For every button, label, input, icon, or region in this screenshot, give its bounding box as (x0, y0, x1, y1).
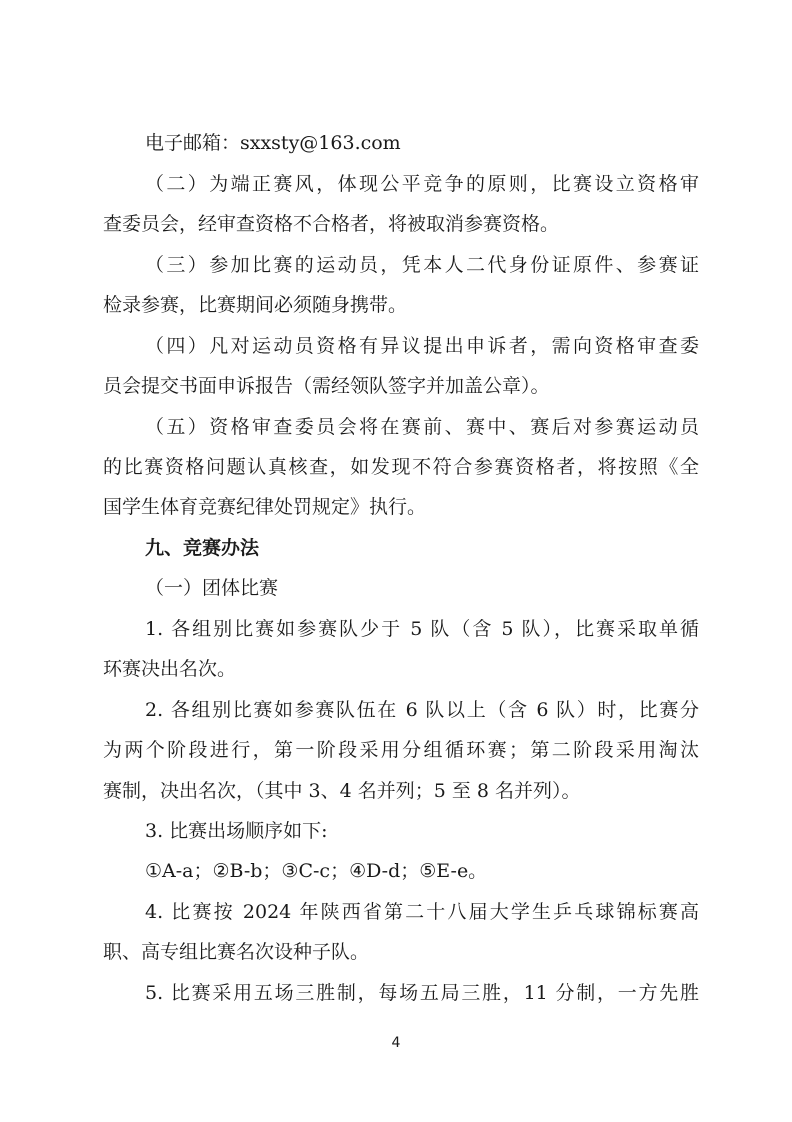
paragraph-line: （二）为端正赛风，体现公平竞争的原则，比赛设立资格审 (145, 173, 699, 195)
paragraph-line: 3. 比赛出场顺序如下: (145, 820, 328, 842)
email-line: 电子邮箱：sxxsty@163.com (145, 132, 401, 154)
paragraph-line: 国学生体育竞赛纪律处罚规定》执行。 (103, 496, 427, 518)
paragraph-line: 赛制，决出名次，（其中 3、4 名并列；5 至 8 名并列）。 (103, 780, 581, 802)
paragraph-line: 检录参赛，比赛期间必须随身携带。 (103, 294, 408, 316)
subsection-heading: （一）团体比赛 (145, 577, 279, 599)
paragraph-line: 员会提交书面申诉报告（需经领队签字并加盖公章）。 (103, 375, 550, 397)
paragraph-line: 查委员会，经审查资格不合格者，将被取消参赛资格。 (103, 213, 560, 235)
section-heading: 九、竞赛办法 (145, 537, 260, 559)
paragraph-line: 的比赛资格问题认真核查，如发现不符合参赛资格者，将按照《全 (103, 456, 699, 478)
paragraph-line: 职、高专组比赛名次设种子队。 (103, 941, 370, 963)
paragraph-line: 5. 比赛采用五场三胜制，每场五局三胜，11 分制，一方先胜 (145, 982, 699, 1004)
paragraph-line: 2. 各组别比赛如参赛队伍在 6 队以上（含 6 队）时，比赛分 (145, 699, 699, 721)
paragraph-line: 4. 比赛按 2024 年陕西省第二十八届大学生乒乓球锦标赛高 (145, 901, 699, 923)
paragraph-line: （三）参加比赛的运动员，凭本人二代身份证原件、参赛证 (145, 254, 699, 276)
paragraph-line: 环赛决出名次。 (103, 658, 237, 680)
paragraph-line: 1. 各组别比赛如参赛队少于 5 队（含 5 队），比赛采取单循 (145, 618, 699, 640)
paragraph-line: （四）凡对运动员资格有异议提出申诉者，需向资格审查委 (145, 335, 699, 357)
paragraph-line: 为两个阶段进行，第一阶段采用分组循环赛；第二阶段采用淘汰 (103, 739, 699, 761)
page-number: 4 (391, 1035, 401, 1051)
paragraph-line: （五）资格审查委员会将在赛前、赛中、赛后对参赛运动员 (145, 416, 699, 438)
order-list-line: ①A-a；②B-b；③C-c；④D-d；⑤E-e。 (145, 860, 488, 882)
